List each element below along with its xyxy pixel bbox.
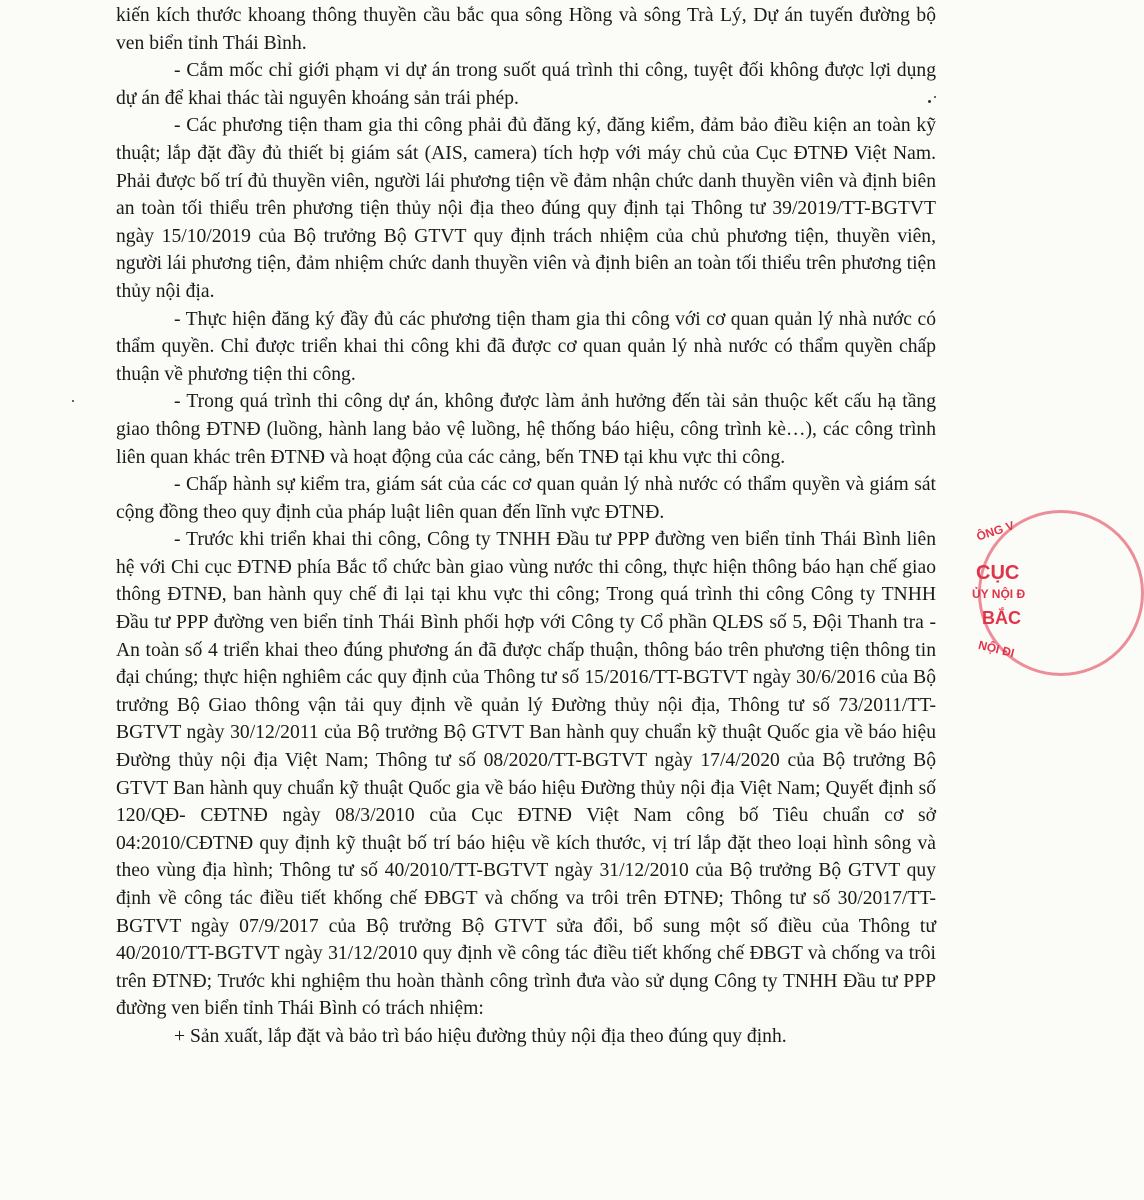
paragraph: - Chấp hành sự kiểm tra, giám sát của các cơ quan quản lý nhà nước có thẩm quyền và giám sát cộng đồng theo quy định của pháp luật liên quan đến lĩnh vực ĐTNĐ. <box>116 474 936 523</box>
paragraph: kiến kích thước khoang thông thuyền cầu bắc qua sông Hồng và sông Trà Lý, Dự án tuyến đường bộ ven biển tỉnh Thái Bình. <box>116 5 936 54</box>
paragraph: - Cắm mốc chỉ giới phạm vi dự án trong suốt quá trình thi công, tuyệt đối không được lợi dụng dự án để khai thác tài nguyên khoáng sản trái phép. <box>116 60 936 109</box>
scan-speck <box>928 100 931 103</box>
stamp-text: BẮC <box>982 608 1021 628</box>
paragraph: + Sản xuất, lắp đặt và bảo trì báo hiệu đường thủy nội địa theo đúng quy định. <box>174 1025 787 1047</box>
stamp-text: ỦY NỘI Đ <box>972 587 1026 601</box>
scan-speck <box>72 400 74 402</box>
paragraph: - Trong quá trình thi công dự án, không được làm ảnh hưởng đến tài sản thuộc kết cấu hạ tầng giao thông ĐTNĐ (luồng, hành lang bảo vệ luồng, hệ thống báo hiệu, công trình kè…), các công trình liên quan khác trên ĐTNĐ và hoạt động của các cảng, bến TNĐ tại khu vực thi công. <box>116 391 936 468</box>
stamp-text: ÔNG V <box>974 518 1016 544</box>
stamp-text: NỘI ĐI <box>976 637 1016 661</box>
scan-speck <box>934 96 936 98</box>
paragraph: - Các phương tiện tham gia thi công phải đủ đăng ký, đăng kiểm, đảm bảo điều kiện an toàn kỹ thuật; lắp đặt đầy đủ thiết bị giám sát (AIS, camera) tích hợp với máy chủ của Cục ĐTNĐ Việt Nam. Phải được bố trí đủ thuyền viên, người lái phương tiện về đảm nhận chức danh thuyền viên và định biên an toàn tối thiểu trên phương tiện thủy nội địa theo đúng quy định tại Thông tư 39/2019/TT-BGTVT ngày 15/10/2019 của Bộ trưởng Bộ GTVT quy định trách nhiệm của chủ phương tiện, thuyền viên, người lái phương tiện, đảm nhiệm chức danh thuyền viên và định biên an toàn tối thiểu trên phương tiện thủy nội địa. <box>116 115 936 302</box>
paragraph: - Trước khi triển khai thi công, Công ty TNHH Đầu tư PPP đường ven biển tỉnh Thái Bình liên hệ với Chi cục ĐTNĐ phía Bắc tổ chức bàn giao vùng nước thi công, thực hiện thông báo hạn chế giao thông ĐTNĐ, ban hành quy chế đi lại tại khu vực thi công; Trong quá trình thi công Công ty TNHH Đầu tư PPP đường ven biển tỉnh Thái Bình phối hợp với Công ty Cổ phần QLĐS số 5, Đội Thanh tra - An toàn số 4 triển khai theo đúng phương án đã được chấp thuận, thông báo trên phương tiện thông tin đại chúng; thực hiện nghiêm các quy định của Thông tư số 15/2016/TT-BGTVT ngày 30/6/2016 của Bộ trưởng Bộ Giao thông vận tải quy định về quản lý Đường thủy nội địa, Thông tư số 73/2011/TT-BGTVT ngày 30/12/2011 của Bộ trưởng Bộ GTVT Ban hành quy chuẩn kỹ thuật Quốc gia về báo hiệu Đường thủy nội địa Việt Nam; Thông tư số 08/2020/TT-BGTVT ngày 17/4/2020 của Bộ trưởng Bộ GTVT Ban hành quy chuẩn kỹ thuật Quốc gia về báo hiệu Đường thủy nội địa Việt Nam; Quyết định số 120/QĐ- CĐTNĐ ngày 08/3/2010 của Cục ĐTNĐ Việt Nam công bố Tiêu chuẩn cơ sở 04:2010/CĐTNĐ quy định kỹ thuật bố trí báo hiệu về kích thước, vị trí lắp đặt theo loại hình sông và theo vùng địa hình; Thông tư số 40/2010/TT-BGTVT ngày 31/12/2010 của Bộ trưởng Bộ GTVT quy định về công tác điều tiết khống chế ĐBGT và chống va trôi trên ĐTNĐ; Thông tư số 30/2017/TT-BGTVT ngày 07/9/2017 của Bộ trưởng Bộ GTVT sửa đổi, bổ sung một số điều của Thông tư 40/2010/TT-BGTVT ngày 31/12/2010 quy định về công tác điều tiết khống chế ĐBGT và chống va trôi trên ĐTNĐ; Trước khi nghiệm thu hoàn thành công trình đưa vào sử dụng Công ty TNHH Đầu tư PPP đường ven biển tỉnh Thái Bình có trách nhiệm: <box>116 529 936 1020</box>
paragraph: - Thực hiện đăng ký đầy đủ các phương tiện tham gia thi công với cơ quan quản lý nhà nước có thẩm quyền. Chỉ được triển khai thi công khi đã được cơ quan quản lý nhà nước có thẩm quyền chấp thuận về phương tiện thi công. <box>116 308 936 385</box>
red-stamp <box>952 500 1092 700</box>
stamp-text: CỤC <box>976 562 1020 584</box>
document-body <box>116 2 936 1051</box>
